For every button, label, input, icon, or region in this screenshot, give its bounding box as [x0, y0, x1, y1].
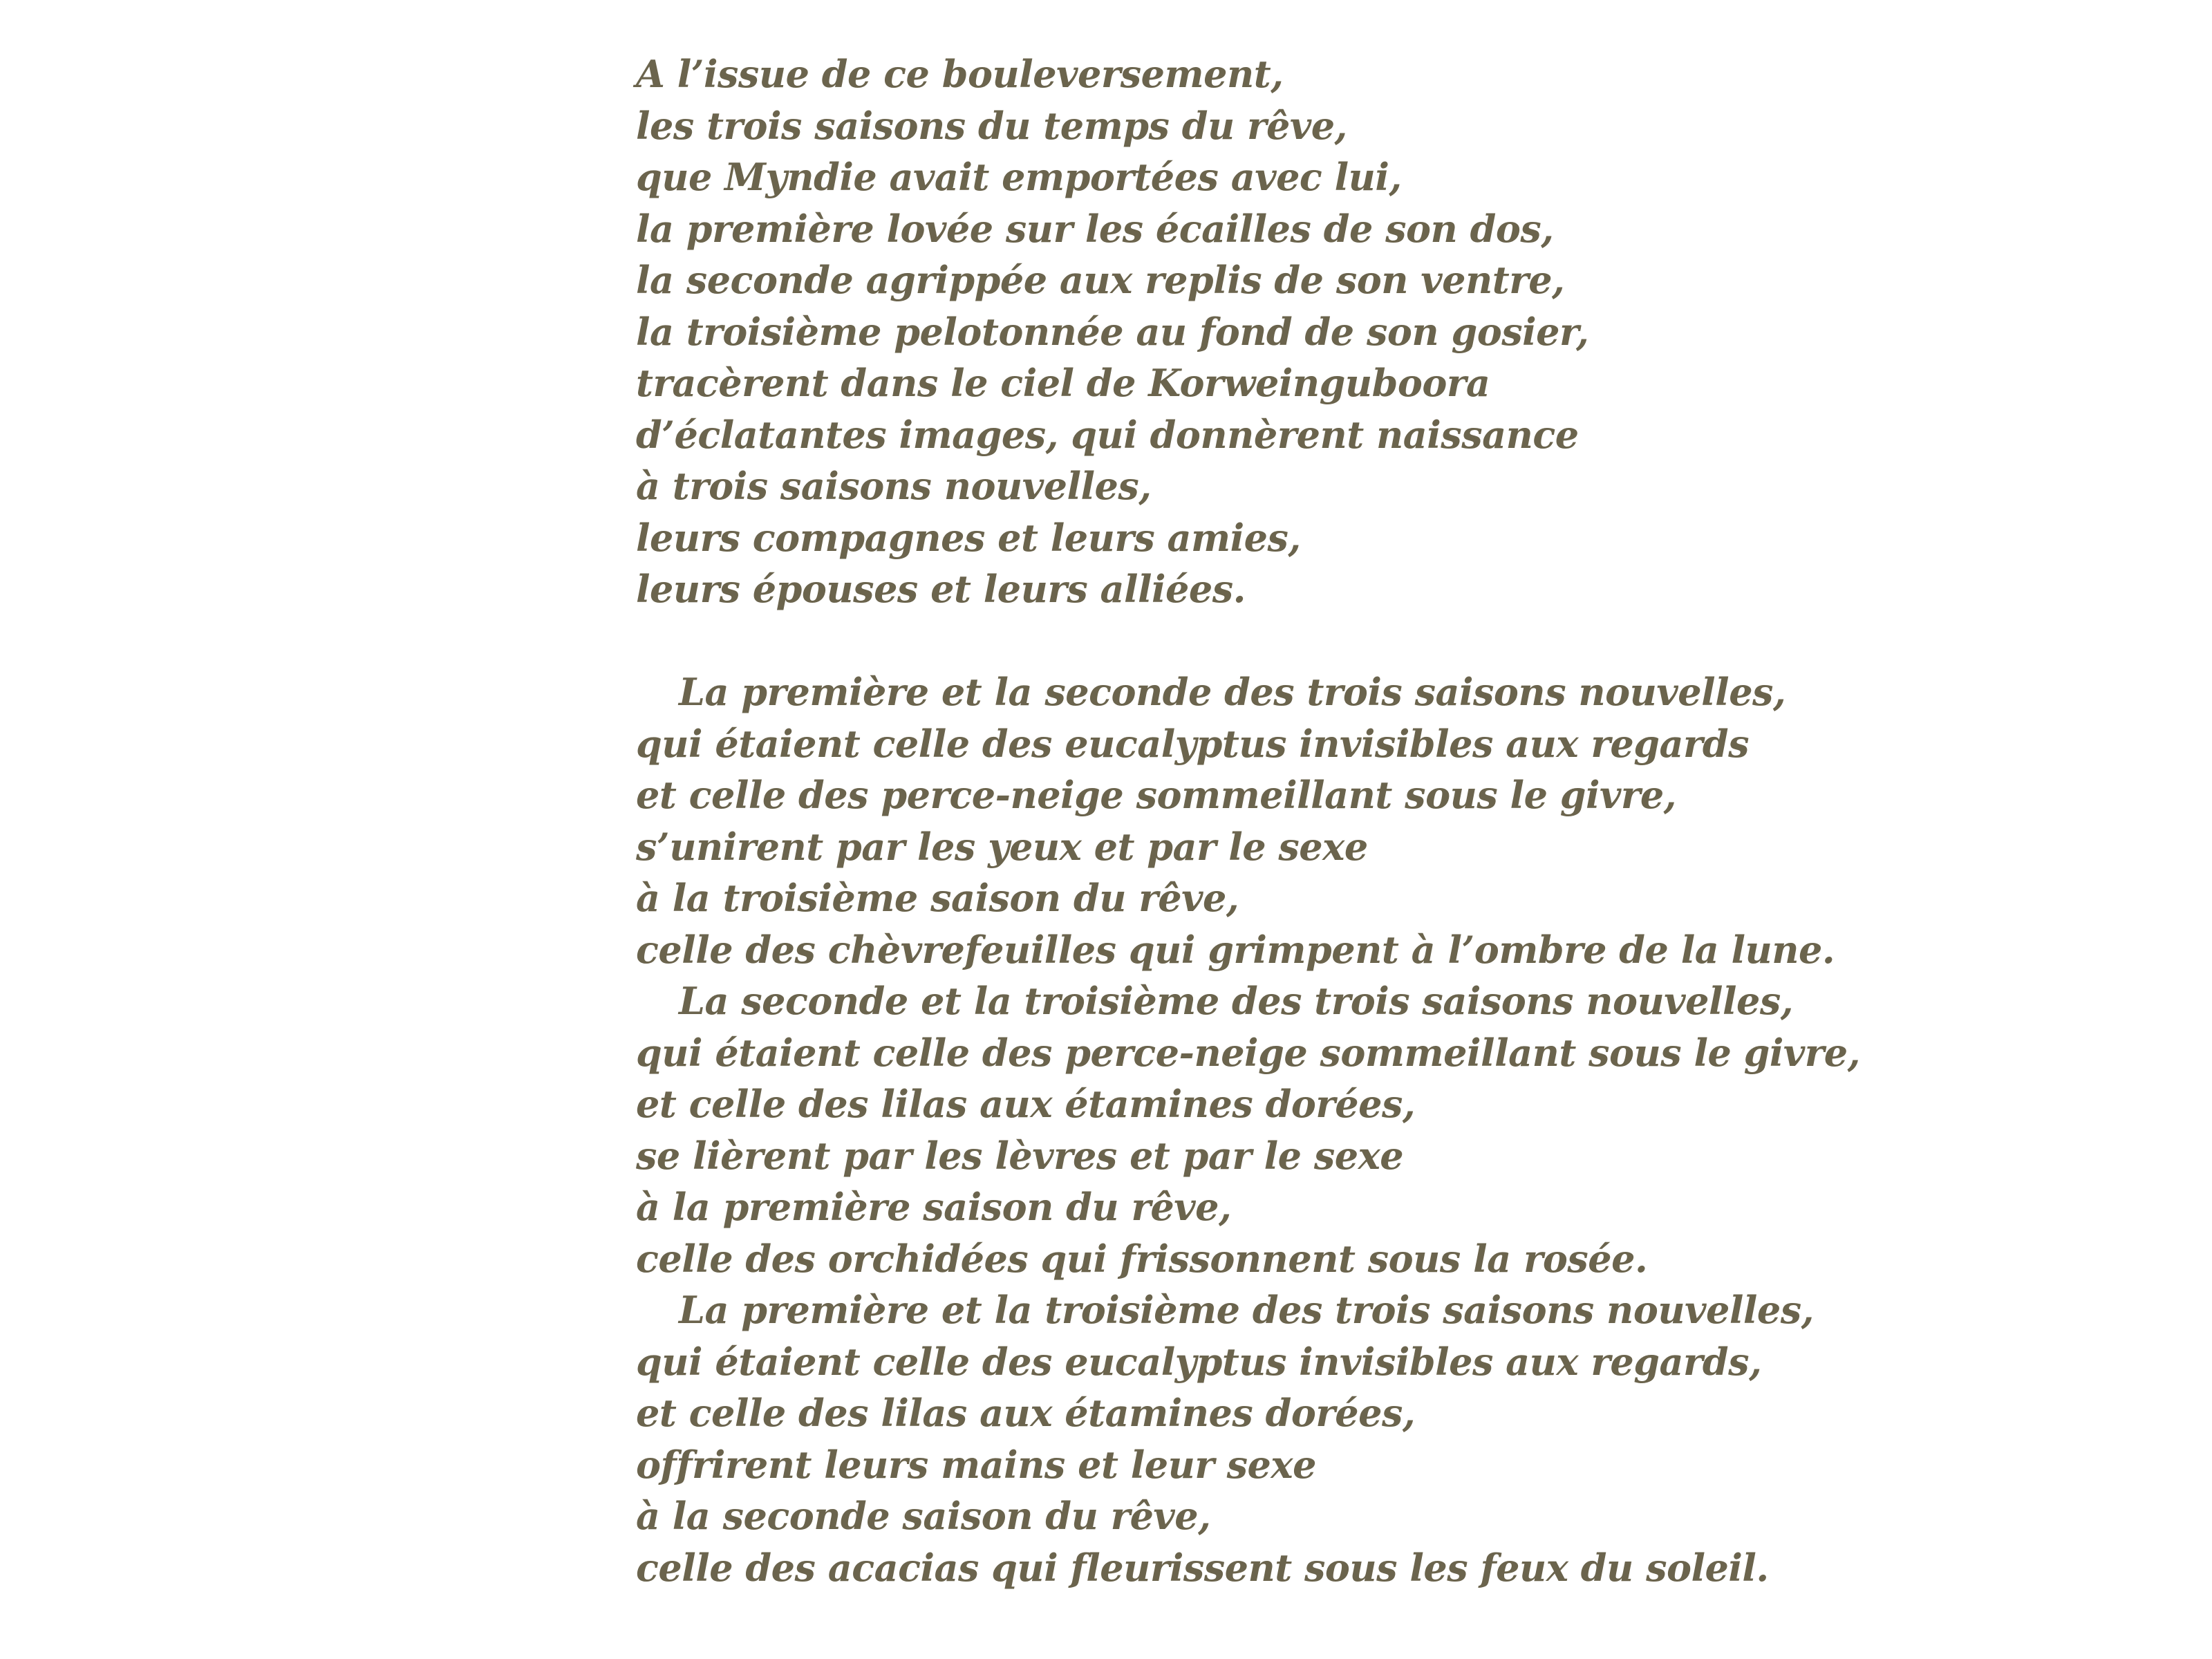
poem-line: qui étaient celle des eucalyptus invisibles aux regards	[636, 721, 1750, 766]
poem-line: A l’issue de ce bouleversement,	[636, 52, 1284, 96]
poem-line: celle des chèvrefeuilles qui grimpent à l’ombre de la lune.	[636, 927, 1835, 972]
poem-line: celle des acacias qui fleurissent sous les feux du soleil.	[636, 1545, 1769, 1590]
poem-line: et celle des lilas aux étamines dorées,	[636, 1082, 1416, 1126]
poem-line: la troisième pelotonnée au fond de son gosier,	[636, 309, 1589, 354]
poem-text	[636, 48, 2018, 1593]
poem-line: se lièrent par les lèvres et par le sexe	[636, 1133, 1404, 1178]
poem-line: à trois saisons nouvelles,	[636, 464, 1152, 508]
poem-line: qui étaient celle des eucalyptus invisibles aux regards,	[636, 1339, 1762, 1384]
stanza-break	[636, 615, 2018, 667]
poem-line: s’unirent par les yeux et par le sexe	[636, 824, 1368, 869]
poem-line: leurs épouses et leurs alliées.	[636, 567, 1246, 611]
poem-line: tracèrent dans le ciel de Korweinguboora	[636, 361, 1490, 405]
poem-line: et celle des lilas aux étamines dorées,	[636, 1391, 1416, 1435]
poem-line: d’éclatantes images, qui donnèrent naissance	[636, 412, 1579, 457]
poem-line: et celle des perce-neige sommeillant sous le givre,	[636, 773, 1676, 817]
poem-line: La première et la troisième des trois saisons nouvelles,	[679, 1288, 1814, 1332]
poem-line: à la troisième saison du rêve,	[636, 876, 1239, 920]
poem-line: la seconde agrippée aux replis de son ventre,	[636, 258, 1565, 302]
poem-line: celle des orchidées qui frissonnent sous la rosée.	[636, 1236, 1648, 1281]
poem-line: à la seconde saison du rêve,	[636, 1494, 1211, 1538]
poem-line: qui étaient celle des perce-neige sommeillant sous le givre,	[636, 1030, 1860, 1075]
poem-line: offrirent leurs mains et leur sexe	[636, 1442, 1316, 1487]
poem-line: que Myndie avait emportées avec lui,	[636, 155, 1402, 199]
poem-line: La première et la seconde des trois saisons nouvelles,	[679, 670, 1786, 714]
poem-line: la première lovée sur les écailles de son dos,	[636, 206, 1554, 251]
poem-line: les trois saisons du temps du rêve,	[636, 103, 1347, 148]
poem-line: à la première saison du rêve,	[636, 1185, 1232, 1229]
poem-line: La seconde et la troisième des trois saisons nouvelles,	[679, 979, 1794, 1023]
poem-line: leurs compagnes et leurs amies,	[636, 515, 1301, 560]
